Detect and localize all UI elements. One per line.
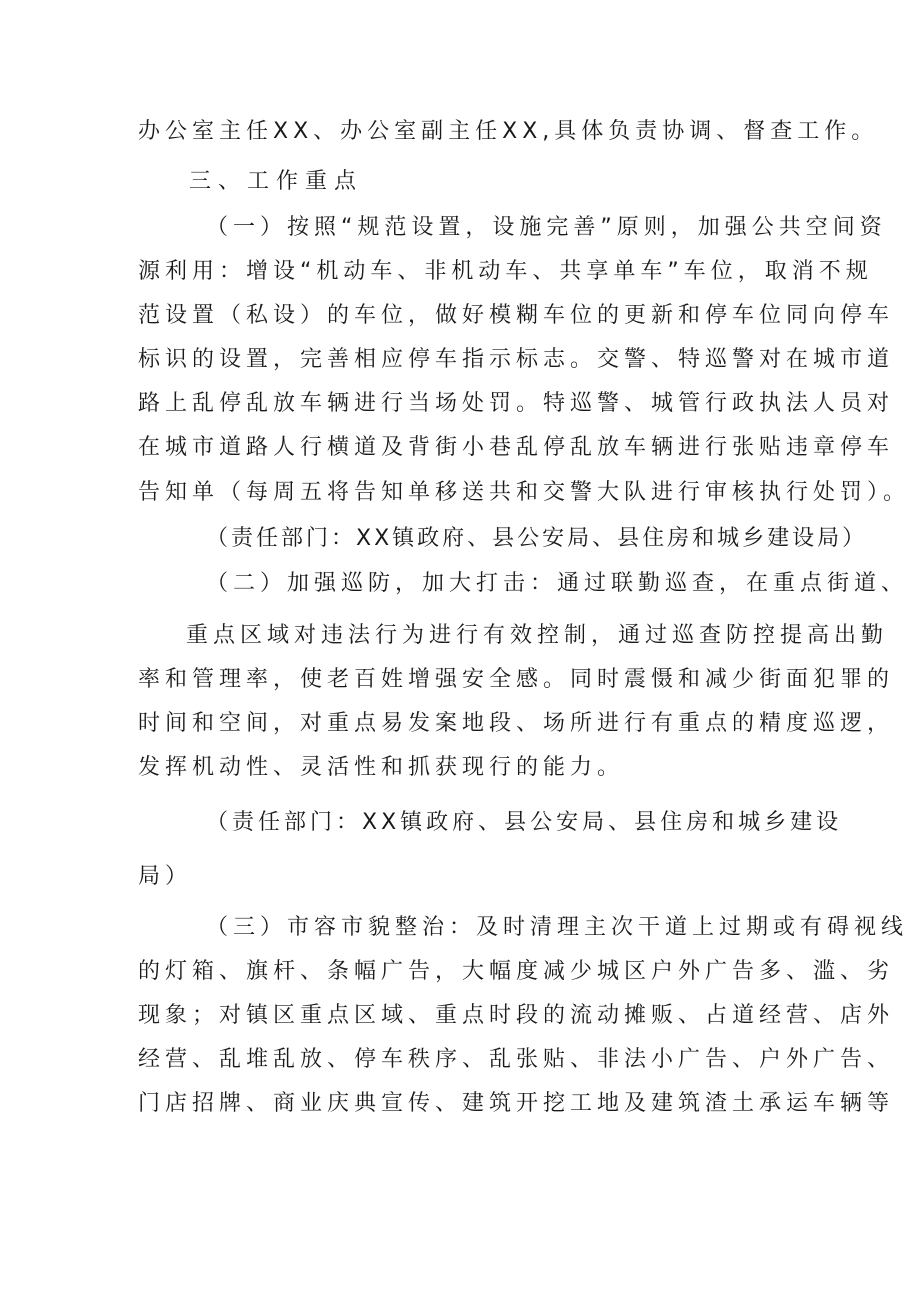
text-line: 门店招牌、商业庆典宣传、建筑开挖工地及建筑渣土承运车辆等 — [138, 1091, 895, 1116]
text-line: （一）按照“规范设置，设施完善”原则，加强公共空间资 — [206, 215, 887, 240]
text-line: 在城市道路人行横道及背街小巷乱停乱放车辆进行张贴违章停车 — [138, 435, 895, 460]
text-line: 路上乱停乱放车辆进行当场处罚。特巡警、城管行政执法人员对 — [138, 391, 895, 416]
responsibility-line: （责任部门：XX镇政府、县公安局、县住房和城乡建设局） — [206, 526, 868, 551]
text-line: 经营、乱堆乱放、停车秩序、乱张贴、非法小广告、户外广告、 — [138, 1047, 895, 1072]
text-line: 源利用：增设“机动车、非机动车、共享单车”车位，取消不规 — [138, 259, 873, 284]
text-line: 率和管理率，使老百姓增强安全感。同时震慑和减少街面犯罪的 — [138, 667, 895, 692]
text-line: 重点区域对违法行为进行有效控制，通过巡查防控提高出勤 — [186, 623, 889, 648]
text-line: 时间和空间，对重点易发案地段、场所进行有重点的精度巡逻， — [138, 711, 895, 736]
text-line: 告知单（每周五将告知单移送共和交警大队进行审核执行处罚）。 — [138, 480, 911, 505]
text-line: 范设置（私设）的车位，做好模糊车位的更新和停车位同向停车 — [138, 303, 895, 328]
text-line: 发挥机动性、灵活性和抓获现行的能力。 — [138, 755, 625, 780]
section-heading: 三、工作重点 — [189, 169, 364, 194]
text-line: 的灯箱、旗杆、条幅广告，大幅度减少城区户外广告多、滥、劣 — [138, 959, 895, 984]
text-line: 标识的设置，完善相应停车指示标志。交警、特巡警对在城市道 — [138, 347, 895, 372]
text-line: （三）市容市貌整治：及时清理主次干道上过期或有碍视线 — [206, 915, 909, 940]
responsibility-line: （责任部门：XX镇政府、县公安局、县住房和城乡建设 — [206, 810, 843, 835]
text-line: 局） — [138, 864, 193, 889]
text-line: 办公室主任XX、办公室副主任XX,具体负责协调、督查工作。 — [138, 119, 879, 144]
text-line: 现象；对镇区重点区域、重点时段的流动摊贩、占道经营、店外 — [138, 1003, 895, 1028]
text-line: （二）加强巡防，加大打击：通过联勤巡查，在重点街道、 — [206, 571, 909, 596]
